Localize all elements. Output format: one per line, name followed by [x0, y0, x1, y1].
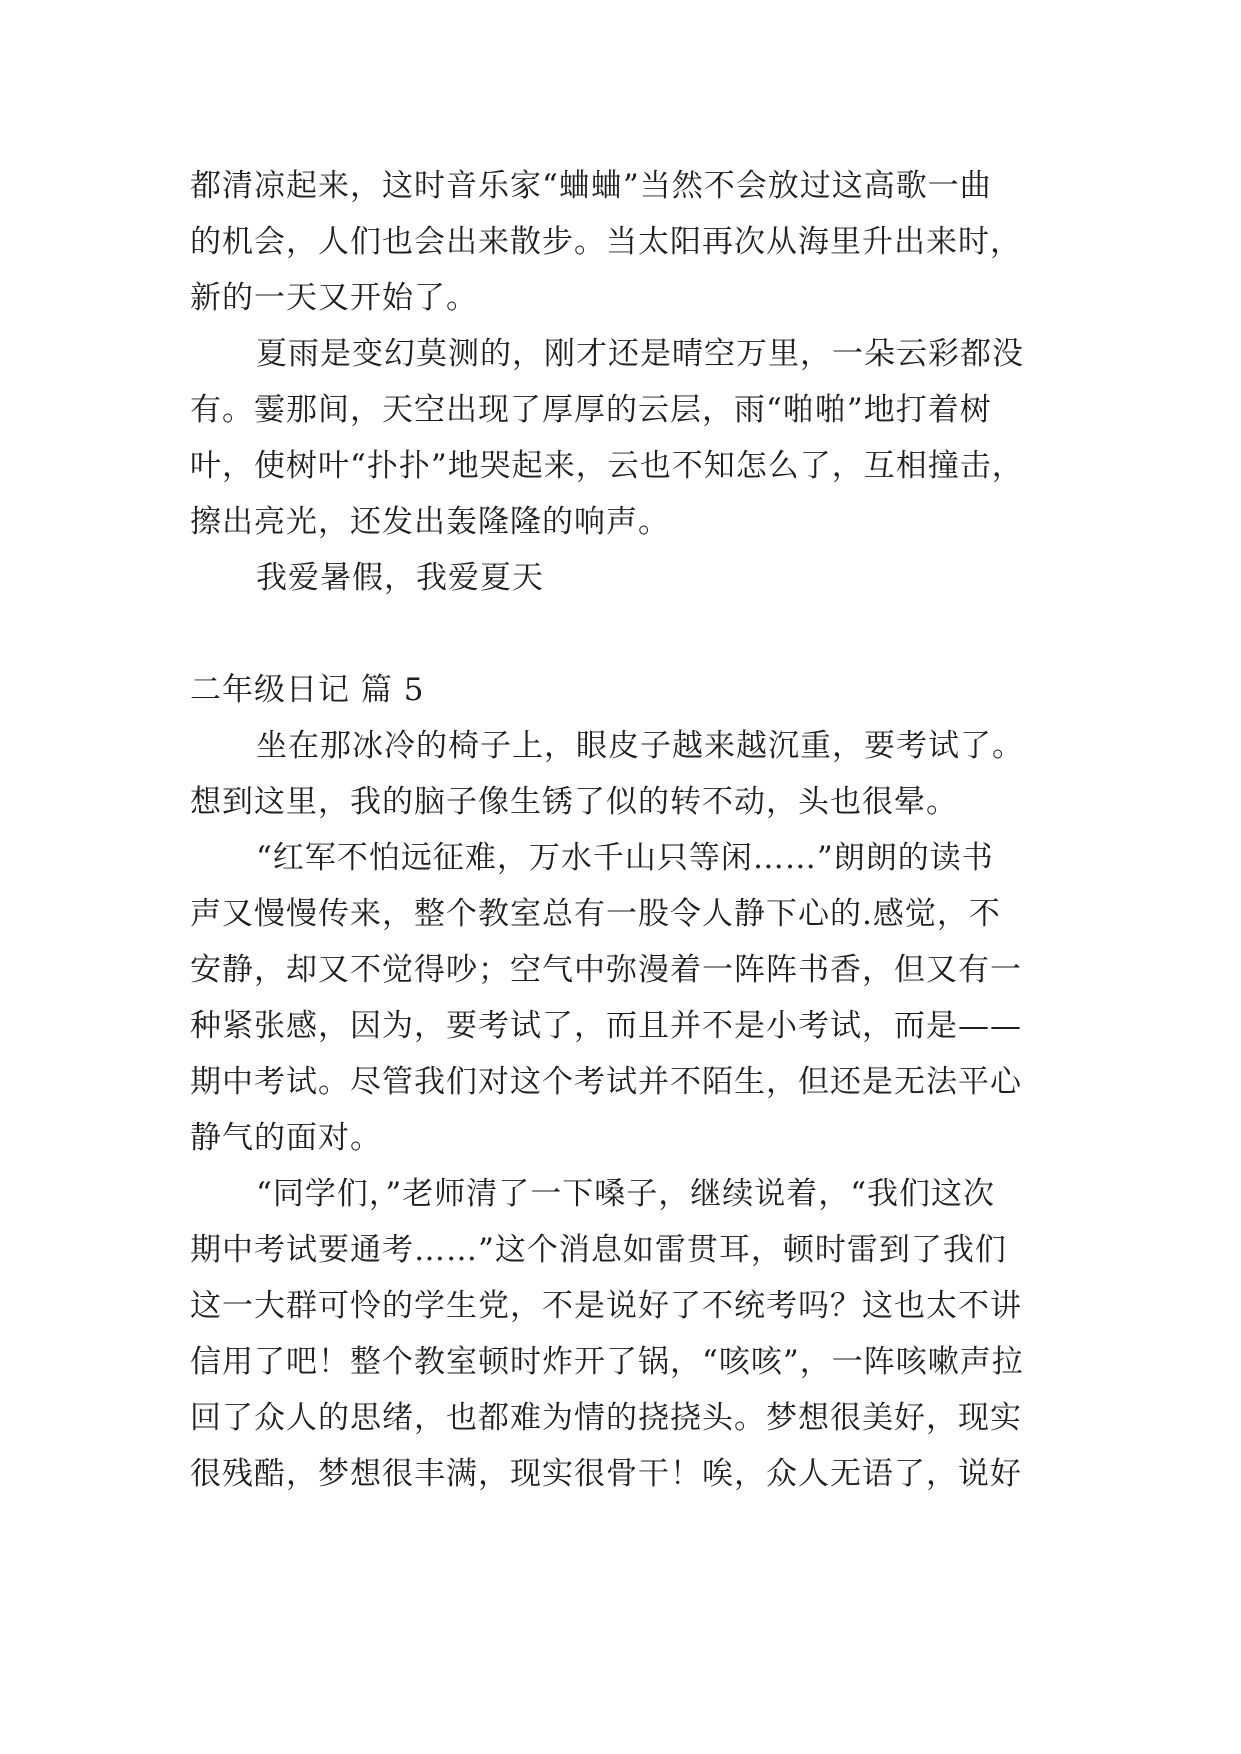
text-line: 叶，使树叶“扑扑”地哭起来，云也不知怎么了，互相撞击，: [190, 448, 1024, 484]
text-line: 期中考试。尽管我们对这个考试并不陌生，但还是无法平心: [190, 1064, 1022, 1100]
paragraph: [190, 1166, 1060, 1502]
text-line: 安静，却又不觉得吵；空气中弥漫着一阵阵书香，但又有一: [190, 952, 1022, 988]
text-line: 夏雨是变幻莫测的，刚才还是晴空万里，一朵云彩都没: [256, 336, 1024, 372]
text-line: 有。霎那间，天空出现了厚厚的云层，雨“啪啪”地打着树: [190, 392, 992, 428]
text-line: 我爱暑假，我爱夏天: [256, 560, 544, 596]
text-line: 都清凉起来，这时音乐家“蛐蛐”当然不会放过这高歌一曲: [190, 168, 992, 204]
text-line: 声又慢慢传来，整个教室总有一股令人静下心的.感觉，不: [190, 896, 1001, 932]
paragraph: [190, 830, 1060, 1166]
paragraph: [190, 158, 1060, 326]
text-line: 想到这里，我的脑子像生锈了似的转不动，头也很晕。: [190, 784, 958, 820]
section-heading: 二年级日记 篇 5: [190, 672, 425, 708]
text-line: 的机会，人们也会出来散步。当太阳再次从海里升出来时，: [190, 224, 1022, 260]
text-line: 信用了吧！整个教室顿时炸开了锅，“咳咳”，一阵咳嗽声拉: [190, 1344, 1024, 1380]
text-line: 回了众人的思绪，也都难为情的挠挠头。梦想很美好，现实: [190, 1400, 1022, 1436]
text-line: “红军不怕远征难，万水千山只等闲……”朗朗的读书: [256, 840, 994, 876]
text-line: 很残酷，梦想很丰满，现实很骨干！唉，众人无语了，说好: [190, 1456, 1022, 1492]
text-line: 坐在那冰冷的椅子上，眼皮子越来越沉重，要考试了。: [256, 728, 1024, 764]
paragraph: [190, 326, 1060, 550]
text-line: 擦出亮光，还发出轰隆隆的响声。: [190, 504, 670, 540]
spacer: [190, 606, 1060, 662]
text-line: 新的一天又开始了。: [190, 280, 478, 316]
text-line: 期中考试要通考……”这个消息如雷贯耳，顿时雷到了我们: [190, 1232, 1007, 1268]
paragraph: [190, 718, 1060, 830]
text-line: 种紧张感，因为，要考试了，而且并不是小考试，而是——: [190, 1008, 1022, 1044]
text-line: 静气的面对。: [190, 1120, 382, 1156]
text-line: “同学们，”老师清了一下嗓子，继续说着，“我们这次: [256, 1176, 996, 1212]
text-line: 这一大群可怜的学生党，不是说好了不统考吗？这也太不讲: [190, 1288, 1022, 1324]
paragraph: [190, 550, 1060, 606]
document-body: [190, 158, 1060, 1502]
